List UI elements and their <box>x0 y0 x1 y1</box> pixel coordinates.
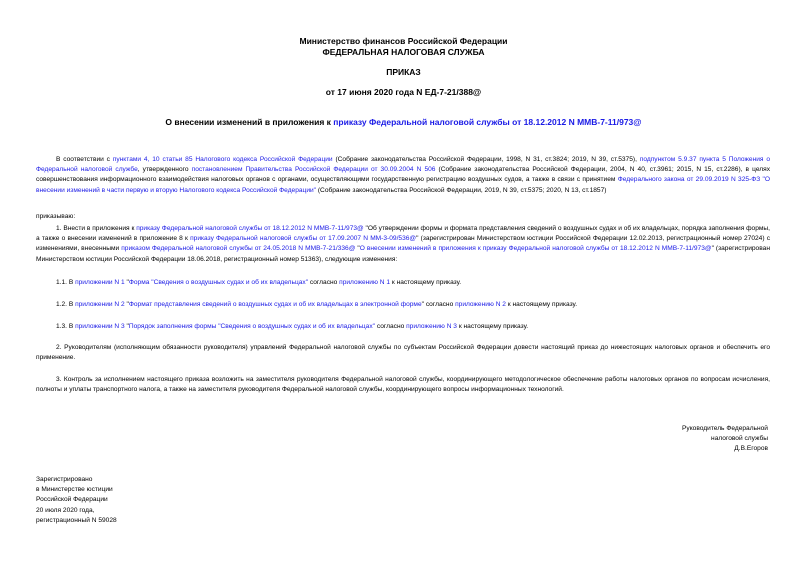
title-link[interactable]: приказу Федеральной налоговой службы от 18.12.2012 N ММВ-7-11/973@ <box>333 117 642 127</box>
item1-3-link-annex[interactable]: приложению N 3 <box>406 323 457 330</box>
item-1-paragraph <box>36 224 770 265</box>
item1-1-text-1: 1.1. В <box>56 279 76 286</box>
item1-3-text-2: " <box>124 323 129 330</box>
signature-name: Д.В.Егоров <box>734 445 768 453</box>
preamble-text-2: (Собрание законодательства Российской Федерации, 1998, N 31, ст.3824; 2019, N 39, ст.5375), <box>332 156 640 163</box>
preamble-link-regulation[interactable]: подпунктом 5.9.37 пункта 5 Положения о Федеральной налоговой службе <box>36 156 771 174</box>
item1-2-text-4: к настоящему приказу. <box>505 301 578 308</box>
item-3-paragraph: 3. Контроль за исполнением настоящего приказа возложить на заместителя руководителя Федеральной налоговой службы, координирующего методологическое обеспечение работы налоговых органов по вопросам исчисления, полноты и уплаты транспортного налога, а также на заместителя руководителя Федеральной налоговой службы, координирующего вопросы информационных технологий. <box>36 376 770 394</box>
item1-text-5: " (зарегистрирован Министерством юстиции Российской Федерации 18.06.2018, регистрационный номер 51363), следующие изменения: <box>36 245 770 263</box>
title-prefix: О внесении изменений в приложения к <box>165 117 334 127</box>
item1-link-order-336[interactable]: приказом Федеральной налоговой службы от 24.05.2018 N ММВ-7-21/336@ <box>121 245 356 253</box>
registration-line-3: Российской Федерации <box>36 496 108 504</box>
item1-3-link-appendix[interactable]: приложении N 3 <box>75 323 125 330</box>
ministry-name: Министерство финансов Российской Федерации <box>299 36 508 46</box>
item-1-2-paragraph <box>36 300 770 310</box>
service-name: ФЕДЕРАЛЬНАЯ НАЛОГОВАЯ СЛУЖБА <box>322 47 485 57</box>
preamble-text-1: В соответствии с <box>56 156 113 163</box>
doc-type: ПРИКАЗ <box>386 67 421 77</box>
item1-3-text-3: согласно <box>375 323 407 330</box>
item1-2-link-format[interactable]: Формат представления сведений о воздушных судах и об их владельцах в электронной форме <box>128 301 422 308</box>
item1-2-text-1: 1.2. В <box>56 301 76 308</box>
preamble-text-4: (Собрание законодательства Российской Федерации, 2004, N 40, ст.3961; 2015, N 15, ст.2286), в целях совершенствования информационного взаимодействия налоговых органов с органами, осуществляющими государственную регистрацию воздушных судов, а также в связи с принятием <box>36 166 770 184</box>
item1-3-link-procedure[interactable]: Порядок заполнения формы "Сведения о воздушных судах и об их владельцах" <box>128 323 375 330</box>
item1-link-order-973[interactable]: приказу Федеральной налоговой службы от 18.12.2012 N ММВ-7-11/973@ <box>136 225 364 232</box>
doc-date-number: от 17 июня 2020 года N ЕД-7-21/388@ <box>325 87 482 97</box>
header-block <box>0 36 807 58</box>
item1-3-text-1: 1.3. В <box>56 323 76 330</box>
item-1-3-paragraph <box>36 322 770 332</box>
item1-1-text-4: к настоящему приказу. <box>390 279 462 286</box>
item1-link-order-536[interactable]: приказу Федеральной налоговой службы от 17.09.2007 N ММ-3-09/536@ <box>190 235 417 243</box>
preamble-link-tax-code[interactable]: пунктами 4, 10 статьи 85 Налогового кодекса Российской Федерации <box>112 156 333 163</box>
registration-date: 20 июля 2020 года, <box>36 506 95 514</box>
registration-block <box>36 475 236 526</box>
item1-1-text-2: " <box>124 279 129 286</box>
item1-1-link-appendix[interactable]: приложении N 1 <box>75 279 125 286</box>
item-2-paragraph: 2. Руководителям (исполняющим обязанности руководителя) управлений Федеральной налоговой службы по субъектам Российской Федерации довести настоящий приказ до нижестоящих налоговых органов и обеспечить его применение. <box>36 344 770 362</box>
item1-1-text-3: согласно <box>308 279 340 286</box>
item1-link-amendments[interactable]: О внесении изменений в приложения к приказу Федеральной налоговой службы от 18.12.2012 N ММВ-7-11/973@ <box>359 245 712 253</box>
preamble-text-5: (Собрание законодательства Российской Федерации, 2019, N 39, ст.5375; 2020, N 13, ст.1857) <box>316 186 607 194</box>
item1-text-3: " (зарегистрирован Министерством юстиции Российской Федерации 12.02.2013, регистрационный номер 27024) с изменениями, внесенными <box>36 235 770 253</box>
preamble-text-3: , утвержденного <box>137 166 192 174</box>
registration-line-2: в Министерстве юстиции <box>36 486 113 494</box>
item1-2-text-3: " согласно <box>421 301 456 308</box>
item1-1-link-annex[interactable]: приложению N 1 <box>339 279 391 286</box>
item1-2-link-appendix[interactable]: приложении N 2 <box>75 301 125 308</box>
item1-2-link-annex[interactable]: приложению N 2 <box>455 301 506 308</box>
item1-1-link-form[interactable]: Форма "Сведения о воздушных судах и об их владельцах" <box>128 279 309 286</box>
item-1-1-paragraph <box>36 278 770 288</box>
signature-line-1: Руководитель Федеральной <box>682 425 768 432</box>
preamble-paragraph <box>36 155 770 196</box>
preamble-link-resolution[interactable]: постановлением Правительства Российской Федерации от 30.09.2004 N 506 <box>191 166 436 174</box>
signature-block <box>568 424 768 455</box>
item1-3-text-4: к настоящему приказу. <box>456 323 529 330</box>
preamble-link-federal-law[interactable]: Федерального закона от 29.09.2019 N 325-ФЗ "О внесении изменений в части первую и вторую Налогового кодекса Российской Федерации" <box>36 176 770 194</box>
item1-text-4: " <box>355 245 360 253</box>
item1-text-2: "Об утверждении формы и формата представления сведений о воздушных судах и об их владельцах, порядка заполнения формы, а также о внесении изменений в приложение 8 к <box>36 225 770 243</box>
registration-number: регистрационный N 59028 <box>36 516 117 524</box>
order-word: приказываю: <box>36 213 76 220</box>
signature-line-2: налоговой службы <box>711 435 768 443</box>
registration-line-1: Зарегистрировано <box>36 476 93 483</box>
item1-2-text-2: " <box>124 301 129 308</box>
doc-title <box>0 117 807 127</box>
item1-text-1: 1. Внести в приложения к <box>56 225 137 232</box>
